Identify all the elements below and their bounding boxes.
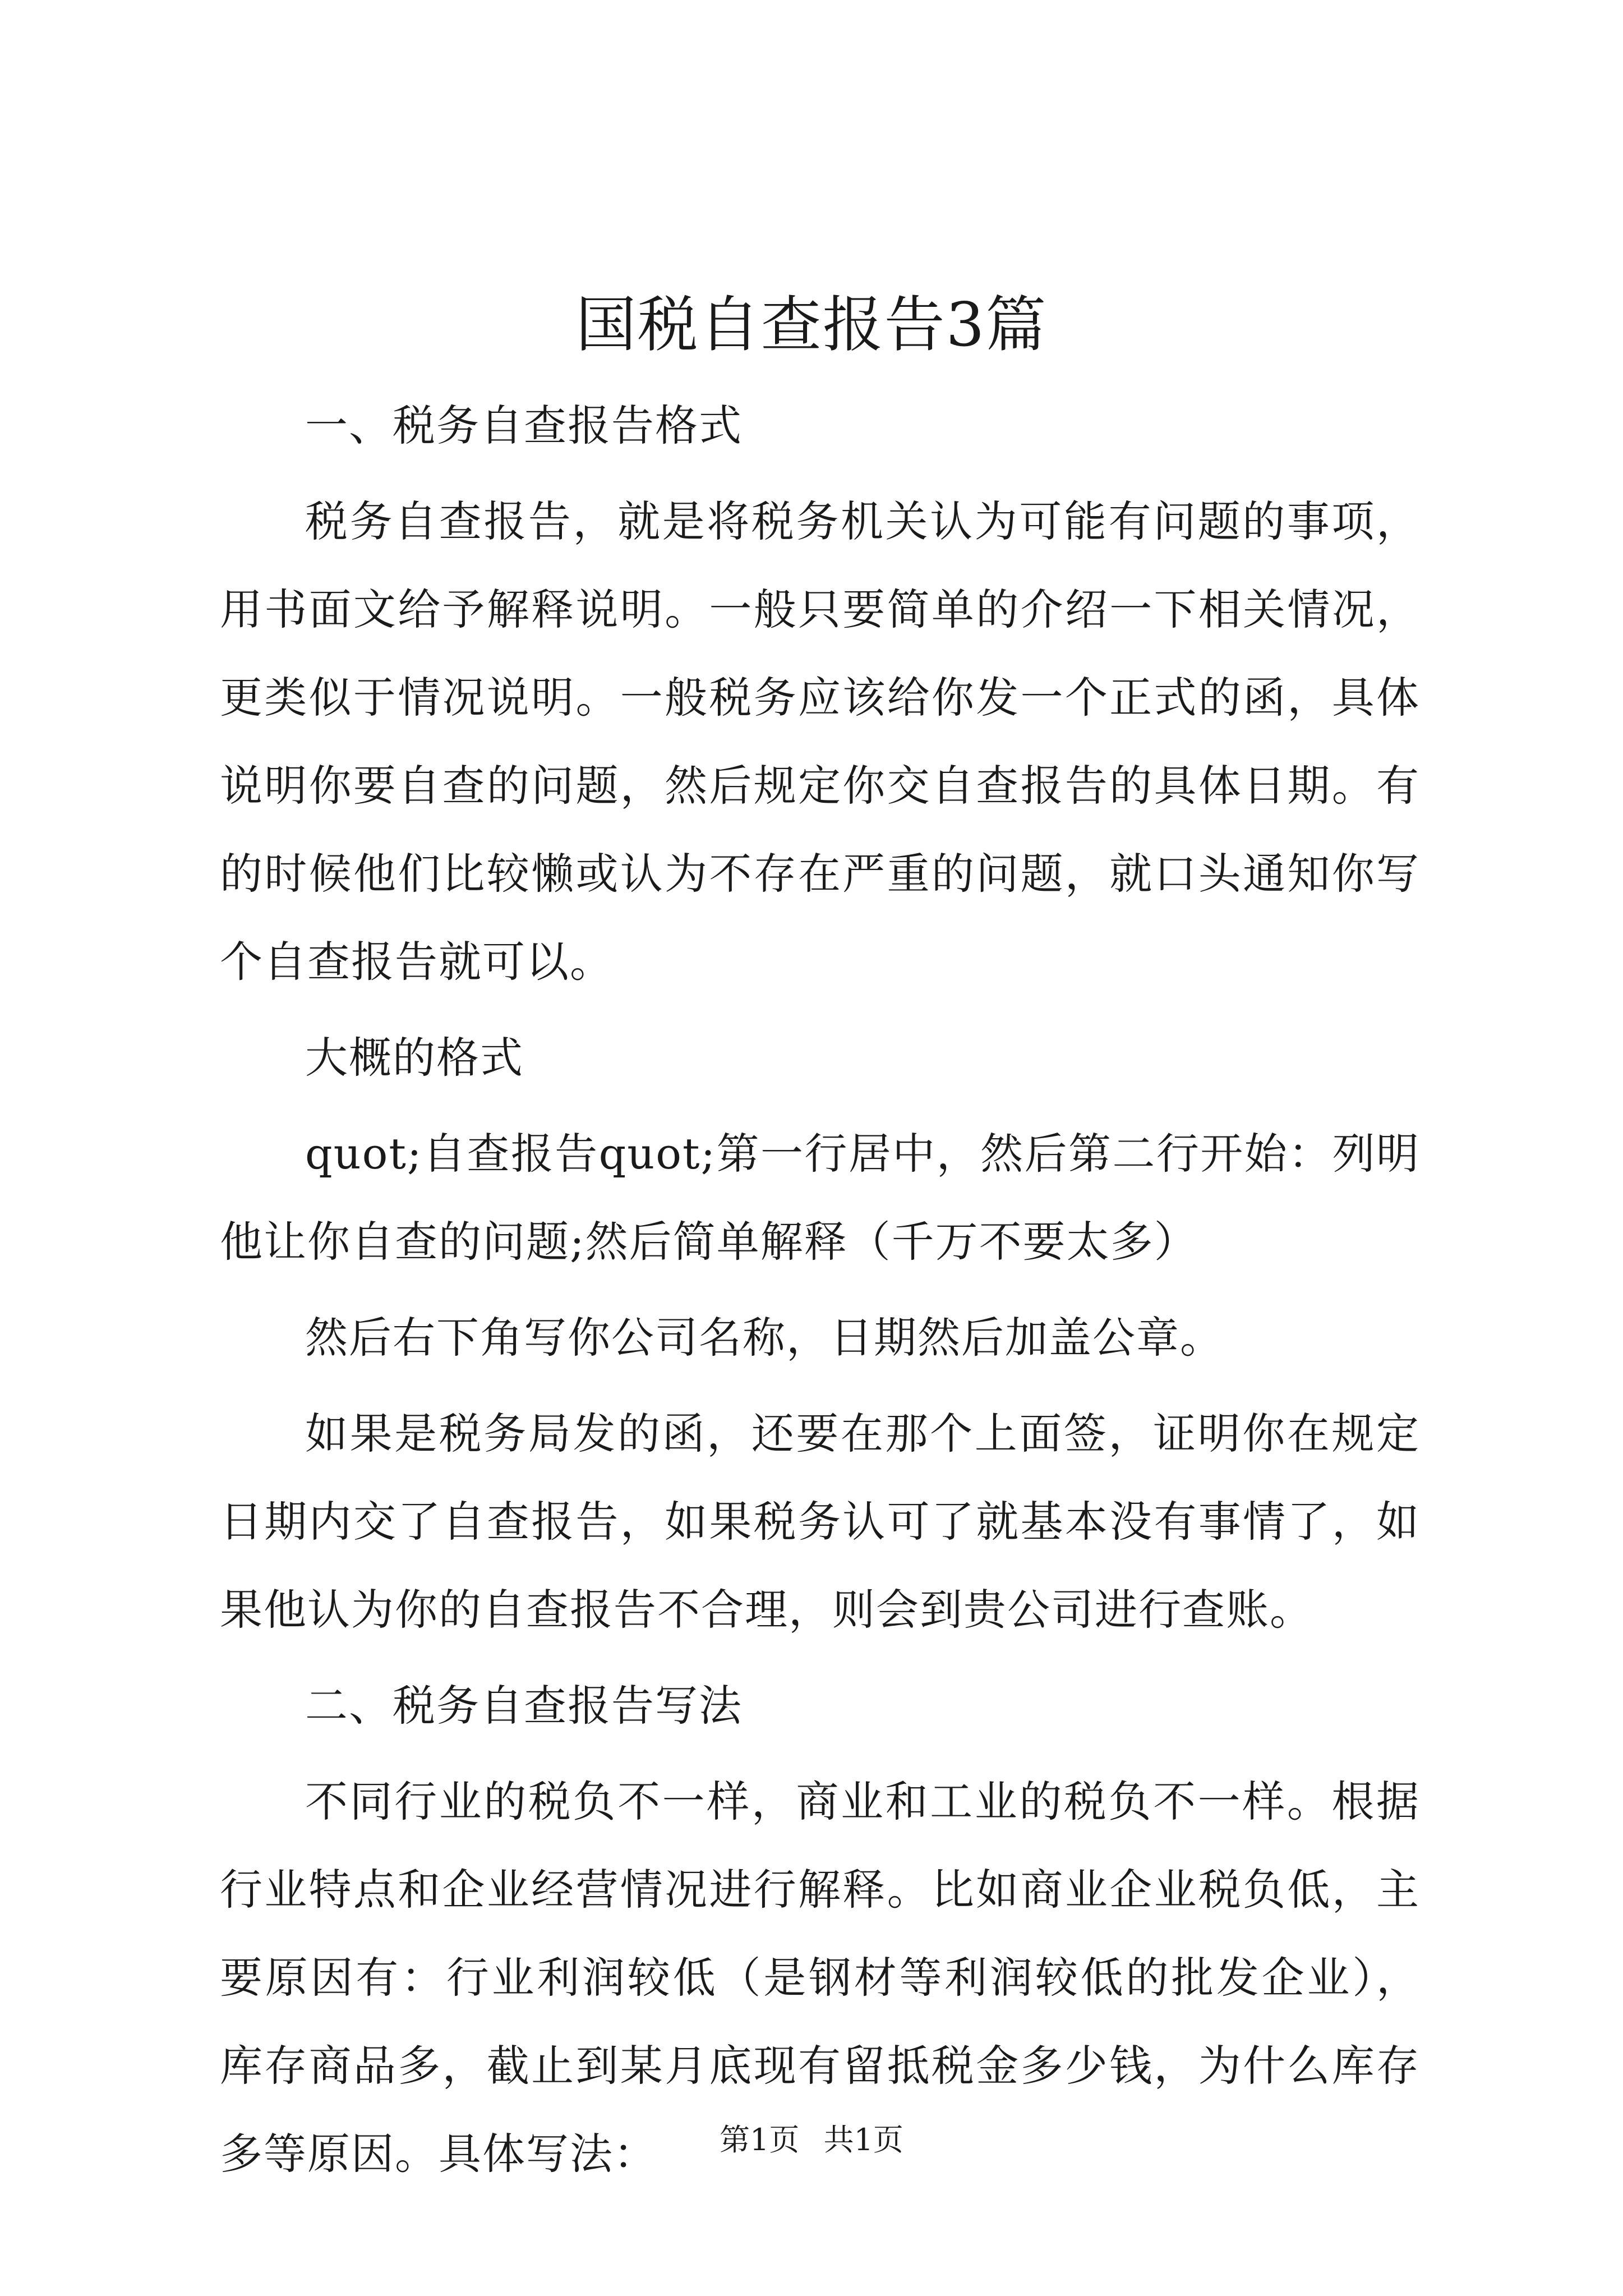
document-title: 国税自查报告3篇 [575,290,1048,360]
paragraph-industry-tax: 不同行业的税负不一样，商业和工业的税负不一样。根据行业特点和企业经营情况进行解释。比如商业企业税负低，主要原因有：行业利润较低（是钢材等利润较低的批发企业），库存商品多，截止到某月底现有留抵税金多少钱，为什么库存多等原因。具体写法： [220,1777,1420,2179]
section-heading-writing: 二、税务自查报告写法 [305,1681,743,1731]
paragraph-format-steps: quot;自查报告quot;第一行居中，然后第二行开始：列明他让你自查的问题;然后简单解释（千万不要太多） [220,1129,1420,1267]
paragraph-signature: 然后右下角写你公司名称，日期然后加盖公章。 [305,1313,1224,1363]
page-total: 共1页 [823,2122,903,2157]
paragraph-tax-bureau-letter: 如果是税务局发的函，还要在那个上面签，证明你在规定日期内交了自查报告，如果税务认可了就基本没有事情了，如果他认为你的自查报告不合理，则会到贵公司进行查账。 [220,1409,1420,1635]
page-footer [0,2118,1623,2162]
section-heading-format: 一、税务自查报告格式 [305,401,743,450]
subheading-rough-format: 大概的格式 [305,1033,524,1083]
paragraph-definition: 税务自查报告，就是将税务机关认为可能有问题的事项，用书面文给予解释说明。一般只要简单的介绍一下相关情况，更类似于情况说明。一般税务应该给你发一个正式的函，具体说明你要自查的问题，然后规定你交自查报告的具体日期。有的时候他们比较懒或认为不存在严重的问题，就口头通知你写个自查报告就可以。 [220,496,1420,987]
page-number: 第1页 [720,2122,800,2157]
document-body [220,381,1420,2206]
